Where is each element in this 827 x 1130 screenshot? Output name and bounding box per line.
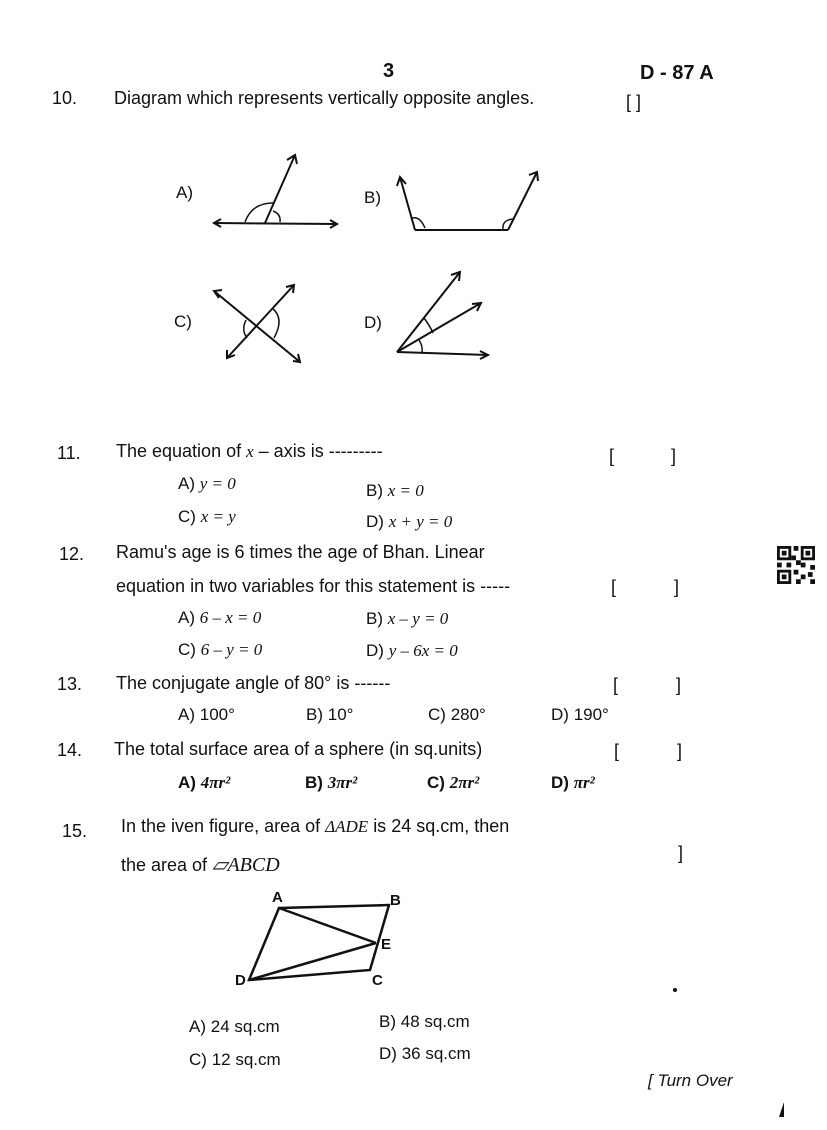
- question-text: The conjugate angle of 80° is ------: [116, 673, 391, 693]
- question-text: The total surface area of a sphere (in sq.units): [114, 739, 483, 759]
- option-b[interactable]: B) 10°: [306, 705, 354, 724]
- answer-bracket-right[interactable]: ]: [671, 446, 677, 466]
- option-label-a: A): [176, 183, 193, 202]
- option-d[interactable]: D) πr²: [551, 773, 595, 792]
- question-number: 13.: [57, 674, 83, 694]
- answer-bracket-right[interactable]: ]: [677, 741, 683, 761]
- vertex-label-b: B: [390, 892, 401, 909]
- option-label-c: C): [174, 312, 192, 331]
- page-number: 3: [383, 60, 395, 82]
- option-c[interactable]: C) 12 sq.cm: [189, 1050, 281, 1069]
- answer-bracket-left[interactable]: [: [609, 446, 615, 466]
- scan-mark: [673, 988, 677, 992]
- question-number: 15.: [62, 821, 88, 841]
- option-d[interactable]: D) x + y = 0: [366, 512, 453, 531]
- option-c[interactable]: C) 6 – y = 0: [178, 640, 263, 659]
- question-number: 14.: [57, 740, 83, 760]
- answer-bracket-left[interactable]: [: [614, 741, 620, 761]
- scan-mark: [779, 1102, 784, 1117]
- question-text-line1: Ramu's age is 6 times the age of Bhan. Linear: [116, 542, 485, 562]
- option-d[interactable]: D) 36 sq.cm: [379, 1044, 471, 1063]
- option-a[interactable]: A) 4πr²: [178, 773, 231, 792]
- turn-over-label: [ Turn Over: [648, 1071, 733, 1090]
- option-b[interactable]: B) 48 sq.cm: [379, 1012, 470, 1031]
- vertex-label-e: E: [381, 936, 392, 953]
- math-x: x: [246, 442, 254, 461]
- option-a[interactable]: A) 6 – x = 0: [178, 608, 262, 627]
- answer-bracket-right[interactable]: ]: [678, 843, 684, 863]
- option-label-d: D): [364, 313, 382, 332]
- answer-bracket-right[interactable]: ]: [674, 577, 680, 597]
- option-b[interactable]: B) x = 0: [366, 481, 424, 500]
- question-text: The equation of x – axis is ---------: [116, 441, 383, 461]
- option-b[interactable]: B) 3πr²: [305, 773, 358, 792]
- option-a[interactable]: A) 100°: [178, 705, 235, 724]
- option-a[interactable]: A) 24 sq.cm: [189, 1017, 280, 1036]
- answer-bracket-left[interactable]: [: [611, 577, 617, 597]
- answer-bracket-left[interactable]: [: [613, 675, 619, 695]
- question-number: 12.: [59, 544, 85, 564]
- option-a[interactable]: A) y = 0: [178, 474, 236, 493]
- option-d[interactable]: D) 190°: [551, 705, 609, 724]
- option-b[interactable]: B) x – y = 0: [366, 609, 449, 628]
- vertex-label-c: C: [372, 972, 383, 989]
- paper-code: D - 87 A: [640, 62, 714, 84]
- qr-code-icon: [776, 546, 816, 584]
- question-text: Diagram which represents vertically opposite angles.: [114, 88, 535, 108]
- answer-bracket-right[interactable]: ]: [676, 675, 682, 695]
- option-d[interactable]: D) y – 6x = 0: [366, 641, 458, 660]
- option-c[interactable]: C) 280°: [428, 705, 486, 724]
- question-text-line2: equation in two variables for this statement is -----: [116, 576, 511, 596]
- vertex-label-d: D: [235, 972, 246, 989]
- vertex-label-a: A: [272, 889, 283, 906]
- question-number: 10.: [52, 88, 78, 108]
- option-label-b: B): [364, 188, 381, 207]
- question-text-line1: In the iven figure, area of ΔADE is 24 sq.cm, then: [121, 816, 510, 836]
- answer-bracket[interactable]: [ ]: [626, 92, 642, 112]
- math-triangle-ade: ΔADE: [325, 817, 369, 836]
- question-text-line2: the area of ▱ABCD: [121, 854, 280, 876]
- question-number: 11.: [57, 443, 81, 463]
- option-c[interactable]: C) x = y: [178, 507, 236, 526]
- option-c[interactable]: C) 2πr²: [427, 773, 480, 792]
- math-parallelogram-abcd: ▱ABCD: [212, 854, 280, 876]
